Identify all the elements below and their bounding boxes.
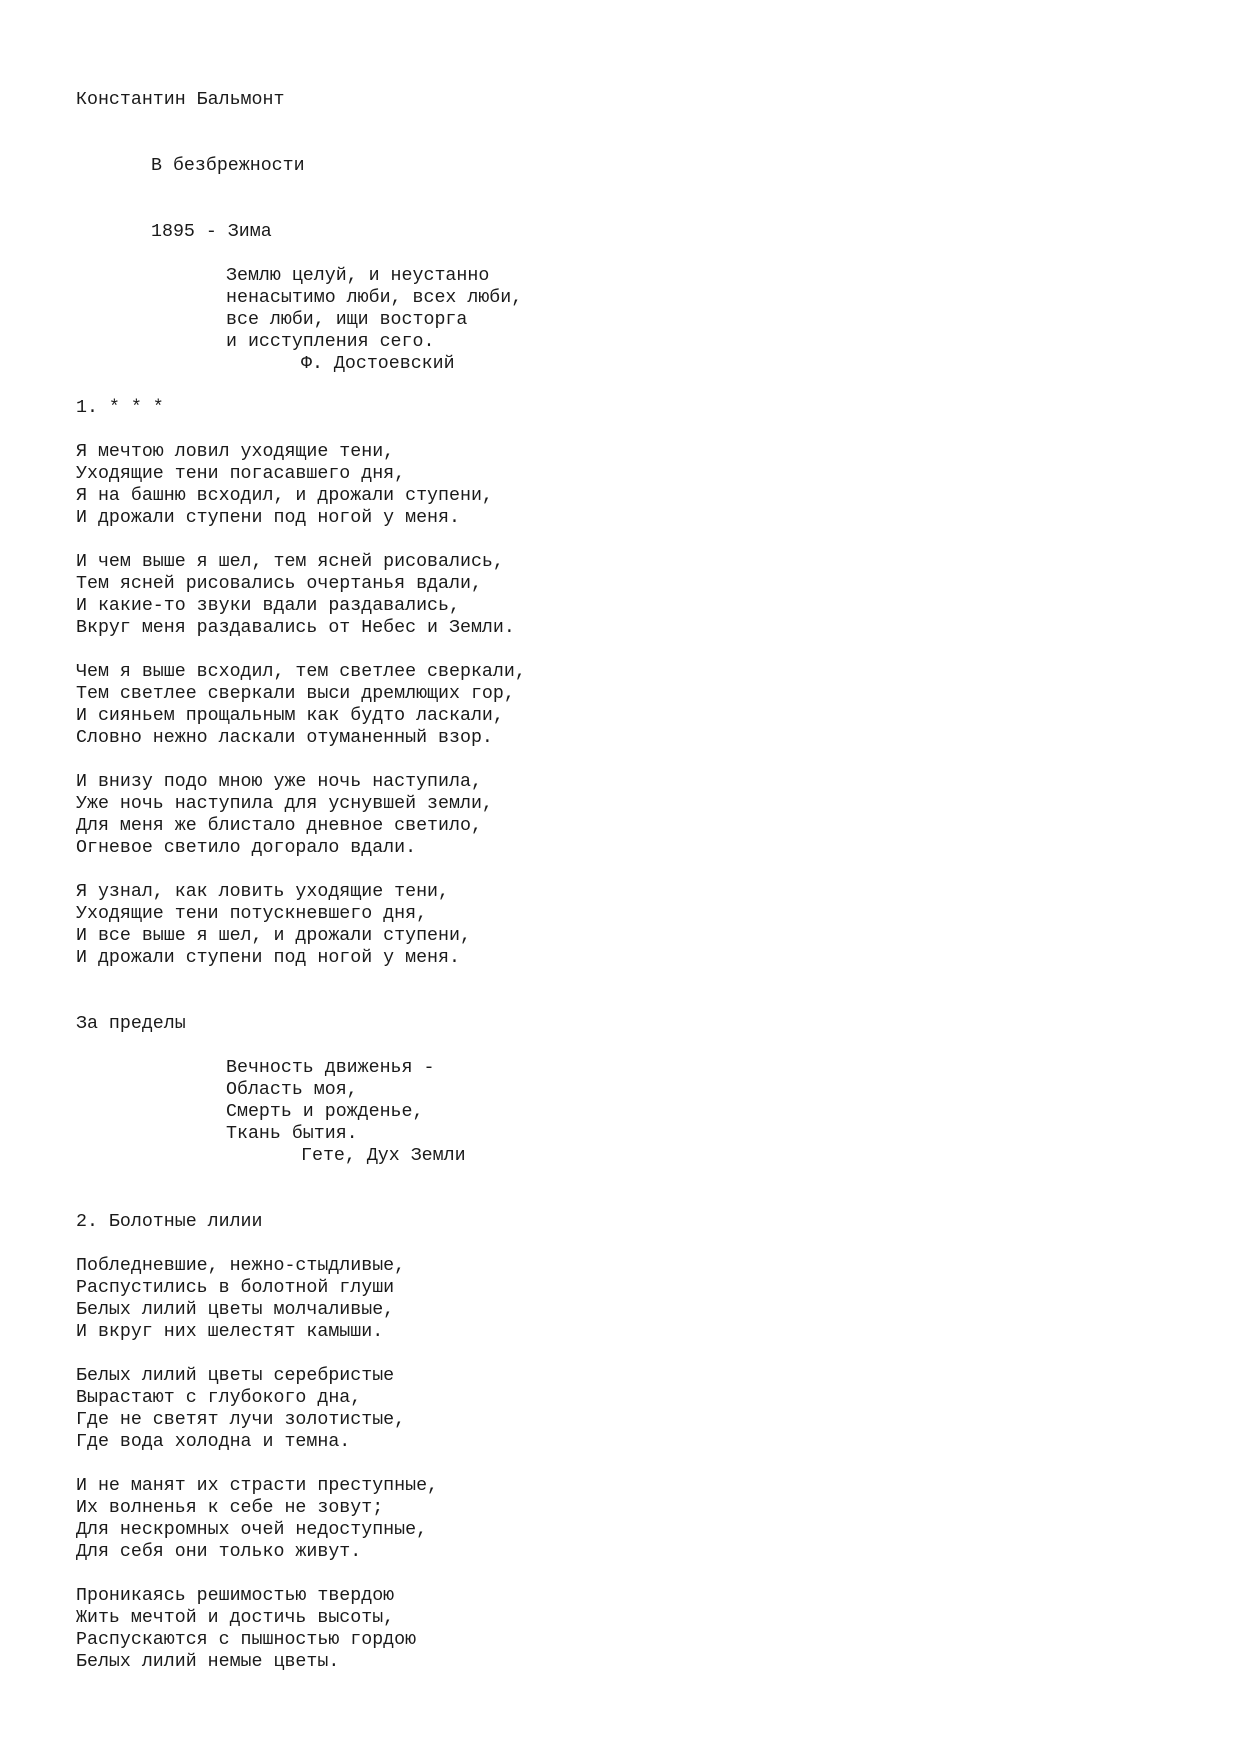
poem-line: И не манят их страсти преступные, [76,1476,439,1496]
epigraph-attribution: Ф. Достоевский [301,354,455,374]
poem-line: Их волненья к себе не зовут; [76,1498,384,1518]
book-title: В безбрежности [151,156,305,176]
poem-title: 2. Болотные лилии [76,1212,263,1232]
poem-line: Для нескромных очей недоступные, [76,1520,428,1540]
poem-line: Белых лилий цветы молчаливые, [76,1300,395,1320]
epigraph-line: Ткань бытия. [226,1124,358,1144]
poem-line: Словно нежно ласкали отуманенный взор. [76,728,493,748]
poem-line: И чем выше я шел, тем ясней рисовались, [76,552,504,572]
epigraph-line: Смерть и рожденье, [226,1102,424,1122]
poem-line: Тем ясней рисовались очертанья вдали, [76,574,482,594]
poem-line: Уходящие тени погасавшего дня, [76,464,406,484]
author-name: Константин Бальмонт [76,90,285,110]
poem-line: Я узнал, как ловить уходящие тени, [76,882,449,902]
poem-line: Тем светлее сверкали выси дремлющих гор, [76,684,515,704]
poem-line: Уже ночь наступила для уснувшей земли, [76,794,493,814]
poem-line: Я на башню всходил, и дрожали ступени, [76,486,493,506]
poem-line: И внизу подо мною уже ночь наступила, [76,772,482,792]
poem-line: Для себя они только живут. [76,1542,362,1562]
epigraph-line: ненасытимо люби, всех люби, [226,288,523,308]
poem-line: И какие-то звуки вдали раздавались, [76,596,460,616]
poem-line: Вырастают с глубокого дна, [76,1388,362,1408]
poem-line: Я мечтою ловил уходящие тени, [76,442,395,462]
poem-line: Побледневшие, нежно-стыдливые, [76,1256,406,1276]
poem-line: Огневое светило догорало вдали. [76,838,417,858]
poem-line: И вкруг них шелестят камыши. [76,1322,384,1342]
poem-line: И сияньем прощальным как будто ласкали, [76,706,504,726]
poem-line: Жить мечтой и достичь высоты, [76,1608,395,1628]
poem-line: Распустились в болотной глуши [76,1278,395,1298]
epigraph-line: и исступления сего. [226,332,435,352]
poem-line: И дрожали ступени под ногой у меня. [76,508,460,528]
epigraph-attribution: Гете, Дух Земли [301,1146,466,1166]
section-title: 1895 - Зима [151,222,272,242]
poem-line: Где вода холодна и темна. [76,1432,351,1452]
poem-line: Уходящие тени потускневшего дня, [76,904,428,924]
poem-line: Чем я выше всходил, тем светлее сверкали, [76,662,526,682]
poem-title: 1. * * * [76,398,164,418]
epigraph-line: Вечность движенья - [226,1058,435,1078]
poem-line: Для меня же блистало дневное светило, [76,816,482,836]
epigraph-line: все люби, ищи восторга [226,310,468,330]
poem-line: И все выше я шел, и дрожали ступени, [76,926,471,946]
poem-line: Где не светят лучи золотистые, [76,1410,406,1430]
poem-line: Белых лилий немые цветы. [76,1652,340,1672]
epigraph-line: Землю целуй, и неустанно [226,266,490,286]
section-2-title: За пределы [76,1014,186,1034]
poem-line: Белых лилий цветы серебристые [76,1366,395,1386]
epigraph-line: Область моя, [226,1080,358,1100]
poem-line: Распускаются с пышностью гордою [76,1630,417,1650]
poem-line: Вкруг меня раздавались от Небес и Земли. [76,618,515,638]
poem-line: Проникаясь решимостью твердою [76,1586,395,1606]
poem-line: И дрожали ступени под ногой у меня. [76,948,460,968]
